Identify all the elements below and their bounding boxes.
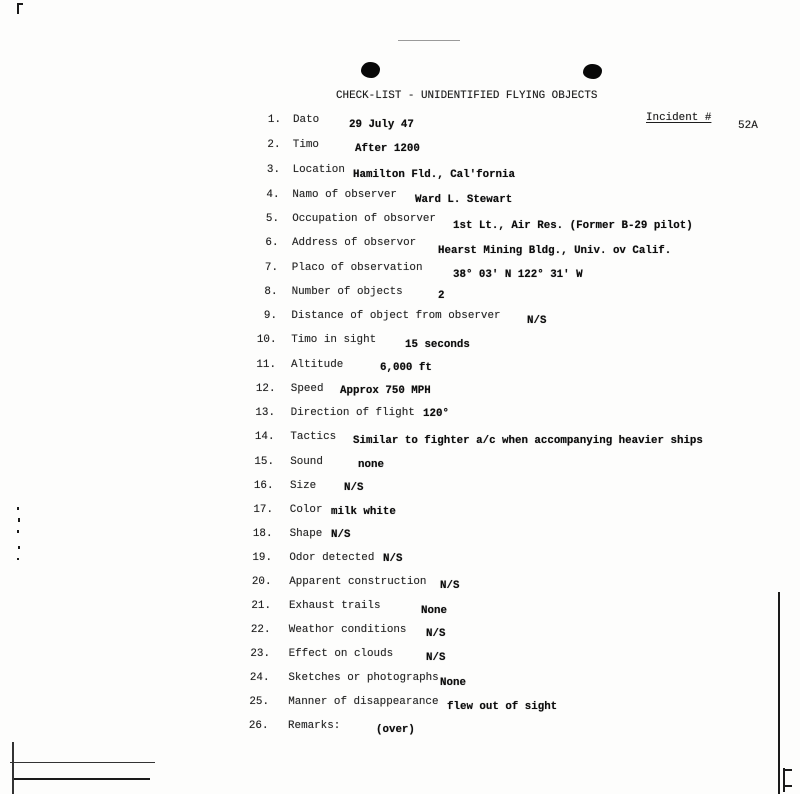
checklist-row (0, 642, 800, 666)
item-number: 2. (267, 139, 281, 151)
item-value: N/S (331, 529, 351, 541)
checklist-row (0, 231, 800, 255)
item-label: Address of observor (292, 237, 417, 249)
item-number: 14. (254, 431, 275, 443)
item-number: 17. (253, 504, 273, 516)
item-number: 13. (255, 407, 275, 419)
item-number: 1. (267, 114, 281, 126)
item-label: Remarks: (288, 720, 341, 732)
item-number: 12. (255, 383, 276, 395)
item-number: 26. (248, 720, 269, 732)
item-label: Distance of object from observer (291, 310, 501, 322)
item-label: Namo of observer (292, 189, 397, 201)
item-label: Color (289, 504, 323, 516)
item-number: 11. (256, 359, 276, 371)
item-label: Number of objects (291, 286, 403, 298)
item-label: Apparent construction (289, 576, 427, 588)
item-label: Direction of flight (290, 407, 415, 419)
form-title: CHECK-LIST - UNIDENTIFIED FLYING OBJECTS (336, 90, 598, 102)
item-number: 7. (264, 262, 278, 274)
incident-number: 52A (738, 120, 758, 132)
item-label: Timo in sight (291, 334, 377, 346)
checklist-row (0, 108, 800, 132)
item-value: N/S (527, 315, 547, 327)
checklist-row (0, 498, 800, 522)
item-label: Sketches or photographs (288, 672, 439, 684)
item-value: None (421, 605, 447, 617)
item-number: 21. (251, 600, 271, 612)
item-number: 22. (250, 624, 271, 636)
item-label: Dato (293, 114, 320, 126)
item-value: Ward L. Stewart (415, 194, 513, 206)
item-value: 1st Lt., Air Res. (Former B-29 pilot) (453, 220, 693, 232)
item-label: Size (290, 480, 317, 492)
item-label: Occupation of obsorver (292, 213, 436, 225)
item-value: None (440, 677, 466, 689)
item-number: 16. (253, 480, 274, 492)
checklist-row (0, 207, 800, 231)
checklist-row (0, 570, 800, 594)
item-label: Location (292, 164, 345, 176)
item-value: Similar to fighter a/c when accompanying heavier ships (353, 435, 703, 447)
item-number: 24. (249, 672, 270, 684)
checklist-row (0, 328, 800, 352)
item-number: 5. (265, 213, 279, 225)
item-label: Placo of observation (291, 262, 423, 274)
checklist-row (0, 546, 800, 570)
item-number: 10. (256, 334, 277, 346)
checklist-row (0, 425, 800, 449)
item-number: 19. (252, 552, 272, 564)
item-number: 4. (266, 189, 280, 201)
item-value: Approx 750 MPH (340, 385, 431, 397)
item-value: 15 seconds (405, 339, 470, 351)
checklist-row (0, 353, 800, 377)
item-number: 9. (263, 310, 277, 322)
item-label: Tactics (290, 431, 337, 443)
checklist-row (0, 401, 800, 425)
item-value: flew out of sight (447, 701, 558, 713)
item-number: 8. (264, 286, 278, 298)
item-label: Sound (290, 456, 323, 468)
item-label: Speed (290, 383, 324, 395)
item-label: Timo (292, 139, 319, 151)
incident-label: Incident # (646, 112, 712, 124)
item-number: 25. (249, 696, 269, 708)
item-number: 23. (250, 648, 270, 660)
item-number: 20. (251, 576, 272, 588)
checklist-row (0, 304, 800, 328)
checklist-row (0, 714, 800, 738)
checklist-row (0, 474, 800, 498)
item-value: N/S (426, 628, 446, 640)
checklist-row (0, 522, 800, 546)
item-value: After 1200 (355, 143, 420, 155)
item-value: 38° 03' N 122° 31' W (453, 269, 583, 281)
item-label: Altitude (291, 359, 344, 371)
item-value: none (358, 459, 384, 471)
checklist-row (0, 594, 800, 618)
item-value: N/S (344, 482, 364, 494)
item-value: 29 July 47 (349, 119, 414, 131)
item-number: 18. (252, 528, 273, 540)
checklist-row (0, 158, 800, 182)
checklist-row (0, 690, 800, 714)
item-value: 120° (423, 408, 449, 420)
item-label: Manner of disappearance (288, 696, 439, 708)
item-label: Effect on clouds (288, 648, 394, 660)
item-value: N/S (426, 652, 446, 664)
checklist-row (0, 618, 800, 642)
checklist-row (0, 666, 800, 690)
item-number: 6. (265, 237, 279, 249)
item-value: N/S (440, 580, 460, 592)
checklist-row (0, 256, 800, 280)
checklist-row (0, 450, 800, 474)
item-number: 15. (254, 456, 274, 468)
item-number: 3. (266, 164, 280, 176)
checklist-row (0, 377, 800, 401)
item-value: milk white (331, 506, 396, 518)
item-label: Odor detected (289, 552, 375, 564)
checklist-row (0, 133, 800, 157)
checklist-row (0, 183, 800, 207)
item-label: Shape (289, 528, 323, 540)
item-value: 6,000 ft (380, 362, 432, 374)
item-value: Hamilton Fld., Cal'fornia (353, 169, 515, 181)
item-value: 2 (438, 290, 445, 302)
checklist-row (0, 280, 800, 304)
item-value: (over) (376, 724, 415, 736)
item-value: N/S (383, 553, 403, 565)
item-label: Exhaust trails (289, 600, 381, 612)
item-value: Hearst Mining Bldg., Univ. ov Calif. (438, 245, 672, 257)
item-label: Weathor conditions (288, 624, 407, 636)
